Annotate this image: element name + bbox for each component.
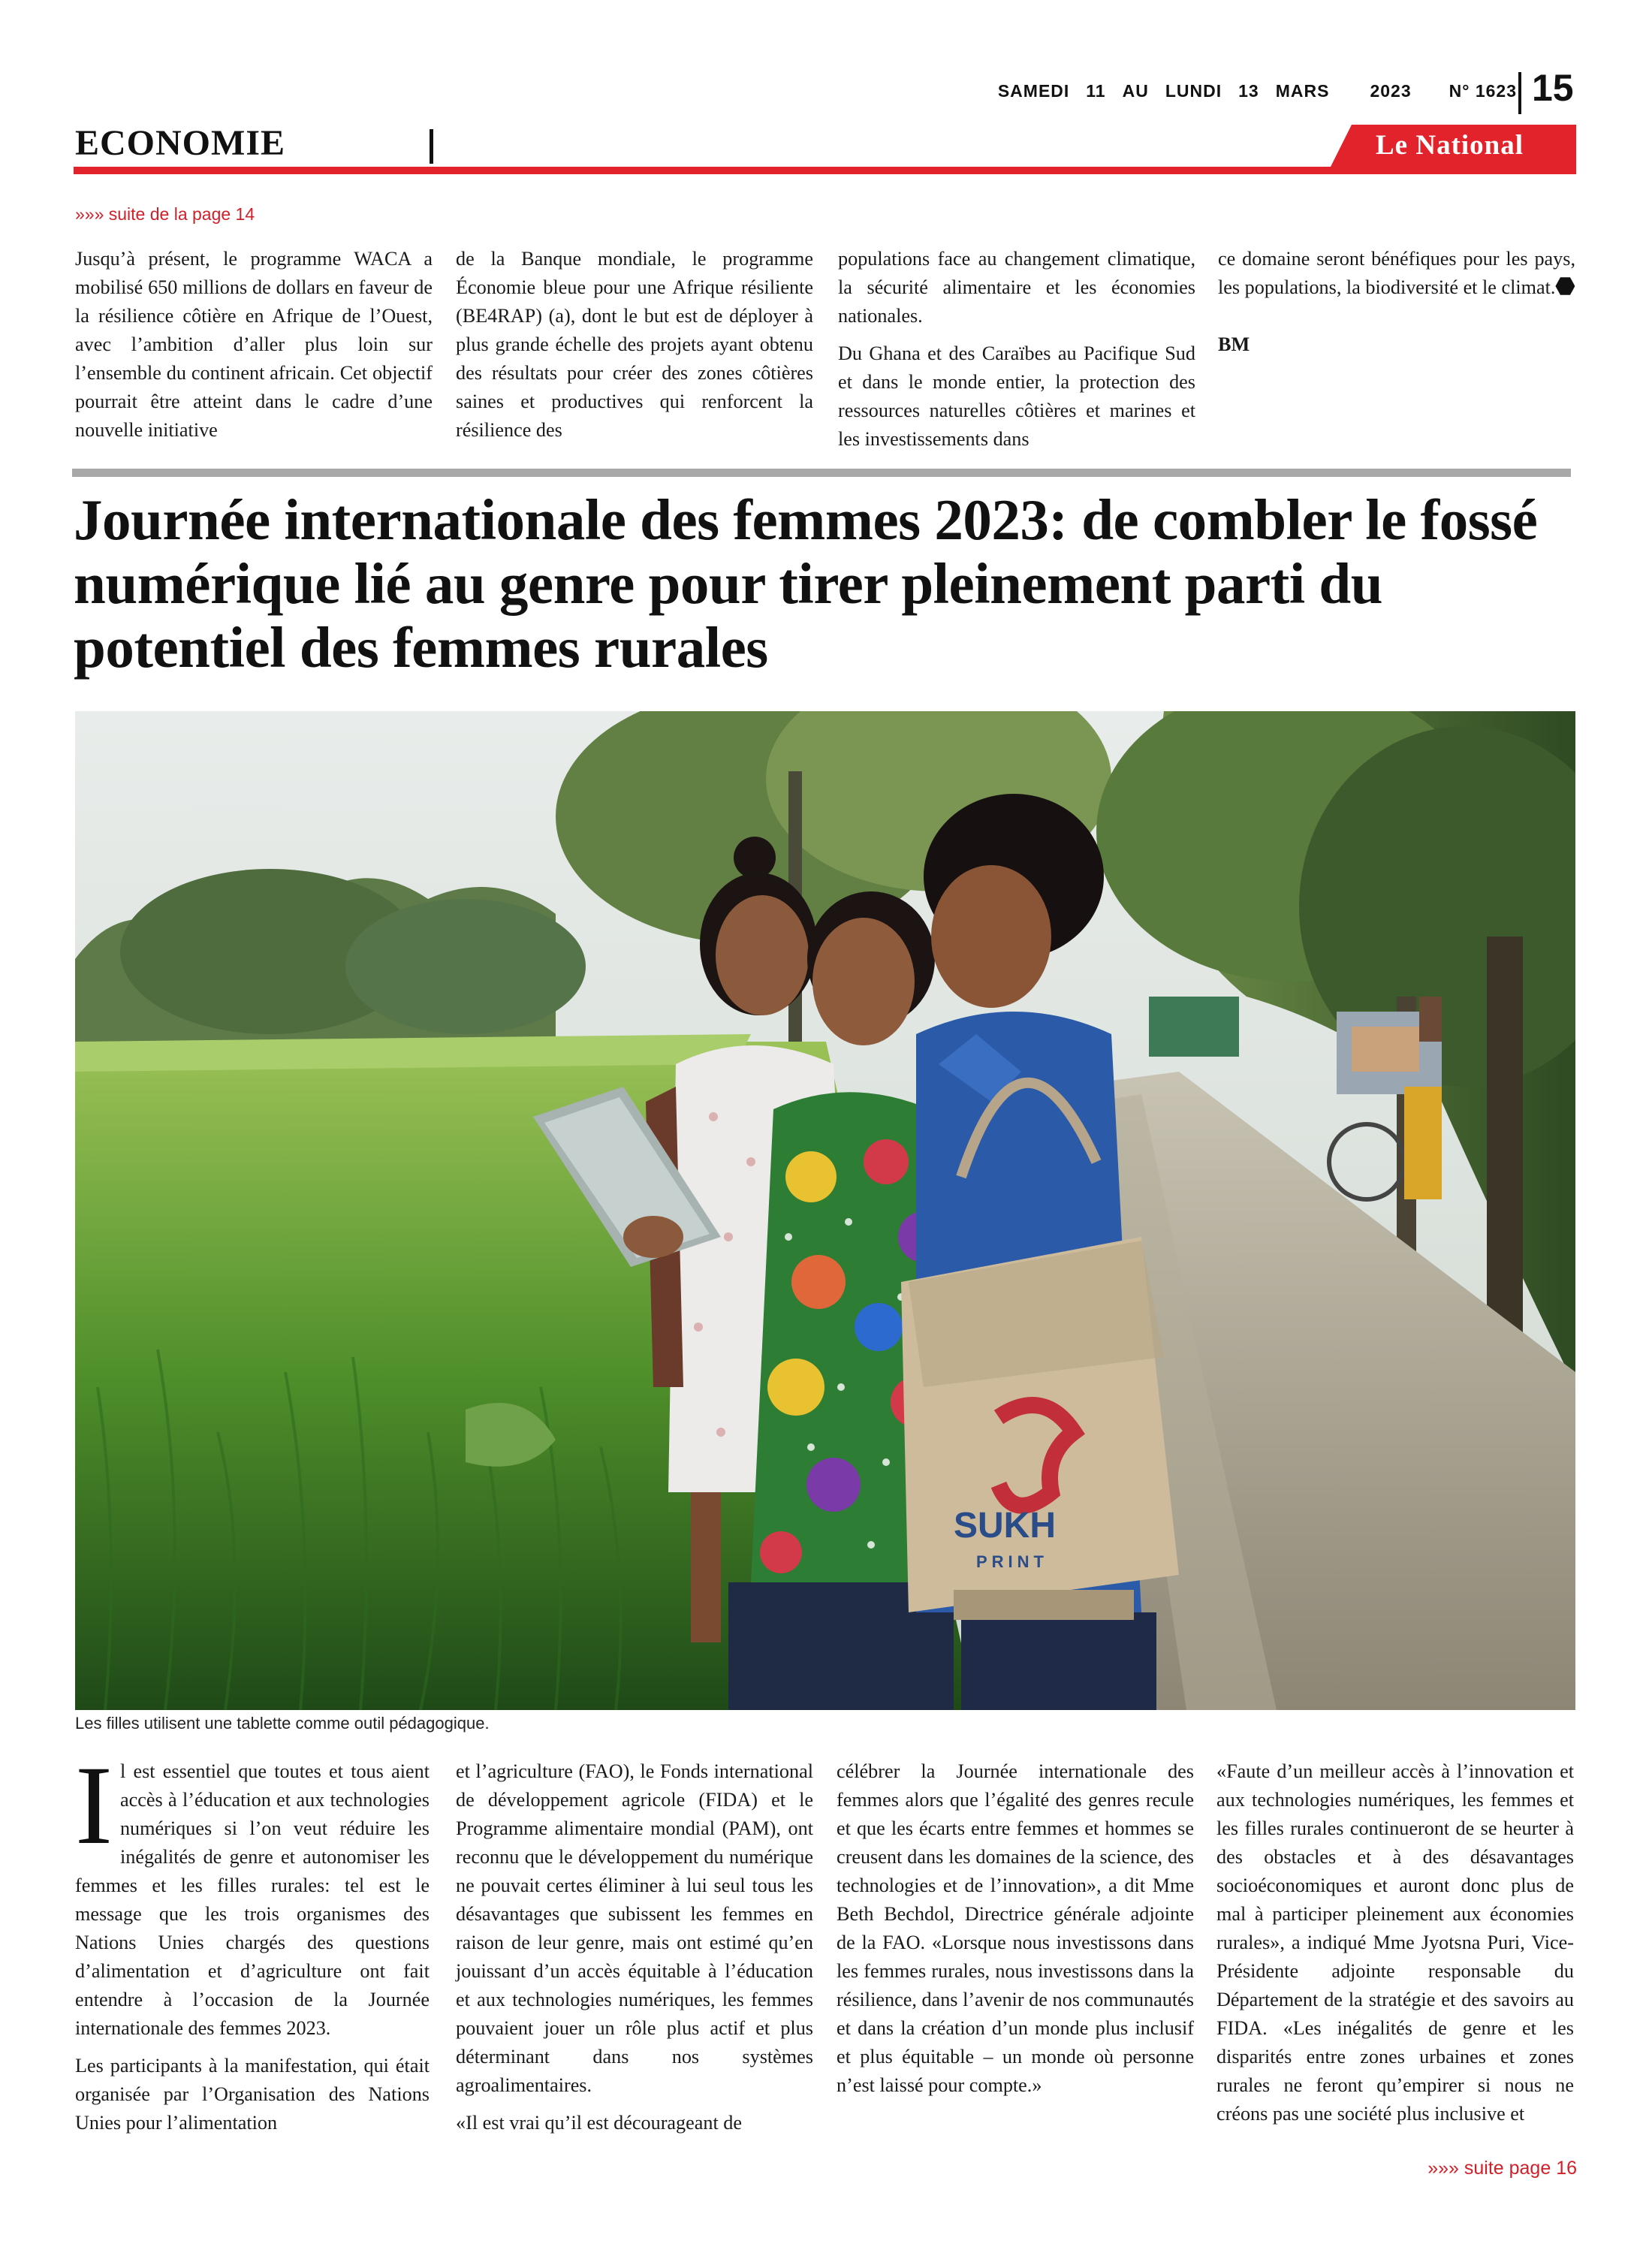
continued-col3-para2: Du Ghana et des Caraïbes au Pacifique Sud et dans le monde entier, la protection des ressources naturelles côtières et marines et les investissements dans [838,342,1195,450]
bag-print-sub: PRINT [976,1552,1048,1571]
continued-col1-text: Jusqu’à présent, le programme WACA a mobilisé 650 millions de dollars en faveur de la résilience côtière en Afrique de l’Ouest, avec l’ambition d’aller plus loin sur l’ensemble du continent africain. Cet objectif pourrait être atteint dans le cadre d’une nouvelle initiative [75,248,433,441]
continued-col3-para1: populations face au changement climatique, la sécurité alimentaire et les économies nationales. [838,248,1195,327]
date-day-name: SAMEDI [997,81,1070,101]
photo-girls-with-tablet-illustration [75,711,1575,1710]
section-divider [430,129,433,164]
article-col4-para: «Faute d’un meilleur accès à l’innovation et aux technologies numériques, les femmes et les filles rurales continueront de se heurter à des obstacles et à des désavantages socioéconomiques et auront donc plus de mal à participer pleinement aux économies rurales», a indiqué Mme Jyotsna Puri, Vice-Présidente adjointe responsable du Département de la stratégie et des savoirs au FIDA. «Les inégalités de genre et les disparités entre zones urbaines et zones rurales ne feront qu’empirer si nous ne créons pas une société plus inclusive et [1216,1760,1574,2125]
page-number: 15 [1532,67,1574,109]
article-col1-para1-text: l est essentiel que toutes et tous aient accès à l’éducation et aux technologies numériques si l’on veut réduire les inégalités de genre et autonomiser les femmes et les filles rurales: tel est le message que les trois organismes des Nations Unies chargés des questions d’alimentation et d’agriculture ont fait entendre à l’occasion de la Journée internationale des femmes 2023. [75,1760,430,2039]
article-headline: Journée internationale des femmes 2023: de combler le fossé numérique lié au genre pour tirer pleinement parti du potentiel des femmes rurales [74,487,1538,680]
date-month: MARS [1275,81,1330,101]
section-title: ECONOMIE [75,123,286,163]
continued-from-label: »»» suite de la page 14 [75,204,255,224]
article-signature: BM [1218,333,1250,355]
article-col1-para2: Les participants à la manifestation, qui était organisée par l’Organisation des Nations Unies pour l’alimentation [75,2055,430,2134]
article-column-3 [837,1757,1194,2109]
brand-logo-text: Le National [1376,130,1524,161]
continued-col2-text: de la Banque mondiale, le programme Économie bleue pour une Afrique résiliente (BE4RAP) (a), dont le but est de déployer à plus grande échelle des projets ayant obtenu des résultats pour créer des zones côtières saines et productives qui renforcent la résilience des [456,248,813,441]
date-day-end: 13 [1238,81,1259,101]
continued-to-label: »»» suite page 16 [1427,2158,1577,2179]
article-col1-para1 [75,1743,430,2043]
continued-column-3 [838,245,1195,463]
continued-col4-text: ce domaine seront bénéfiques pour les pays, les populations, la biodiversité et le climat. [1218,248,1575,298]
date-day-name-end: LUNDI [1165,81,1222,101]
header-divider [1518,72,1521,114]
bag-print-brand: SUKH [954,1506,1057,1546]
article-photo [75,711,1575,1710]
article-col2-para1: et l’agriculture (FAO), le Fonds international de développement agricole (FIDA) et le Programme alimentaire mondial (PAM), ont reconnu que le développement du numérique ne pouvait certes éliminer à lui seul tous les désavantages que subissent les femmes en raison de leur genre, mais ont estimé qu’en jouissant d’un accès équitable à l’éducation et aux technologies numériques, les femmes pouvaient jouer un rôle plus actif et plus déterminant dans nos systèmes agroalimentaires. [456,1760,813,2096]
continued-col4-para [1218,245,1575,302]
article-col3-para: célébrer la Journée internationale des femmes alors que l’égalité des genres recule et que les écarts entre femmes et hommes se creusent dans les domaines de la science, des technologies et de l’innovation», a dit Mme Beth Bechdol, Directrice générale adjointe de la FAO. «Lorsque nous investissons dans les femmes rurales, nous investissons dans la résilience, dans l’avenir de nos communautés et dans la création d’un monde plus inclusif et plus équitable – un monde où personne n’est laissé pour compte.» [837,1760,1194,2096]
drop-cap: I [75,1743,113,1868]
continued-column-4 [1218,245,1575,368]
article-column-1 [75,1743,430,2146]
issue-number: N° 1623 [1449,81,1517,101]
photo-caption: Les filles utilisent une tablette comme outil pédagogique. [75,1714,490,1733]
continued-column-1 [75,245,433,454]
date-au: AU [1122,81,1149,101]
date-day-start: 11 [1086,81,1106,101]
article-col2-para2: «Il est vrai qu’il est décourageant de [456,2112,743,2134]
date-year: 2023 [1370,81,1412,101]
issue-date-line [981,81,1517,101]
continued-column-2 [456,245,813,454]
article-column-4 [1216,1757,1574,2137]
article-column-2 [456,1757,813,2146]
article-separator-rule [72,469,1571,477]
end-of-article-icon [1555,276,1575,296]
